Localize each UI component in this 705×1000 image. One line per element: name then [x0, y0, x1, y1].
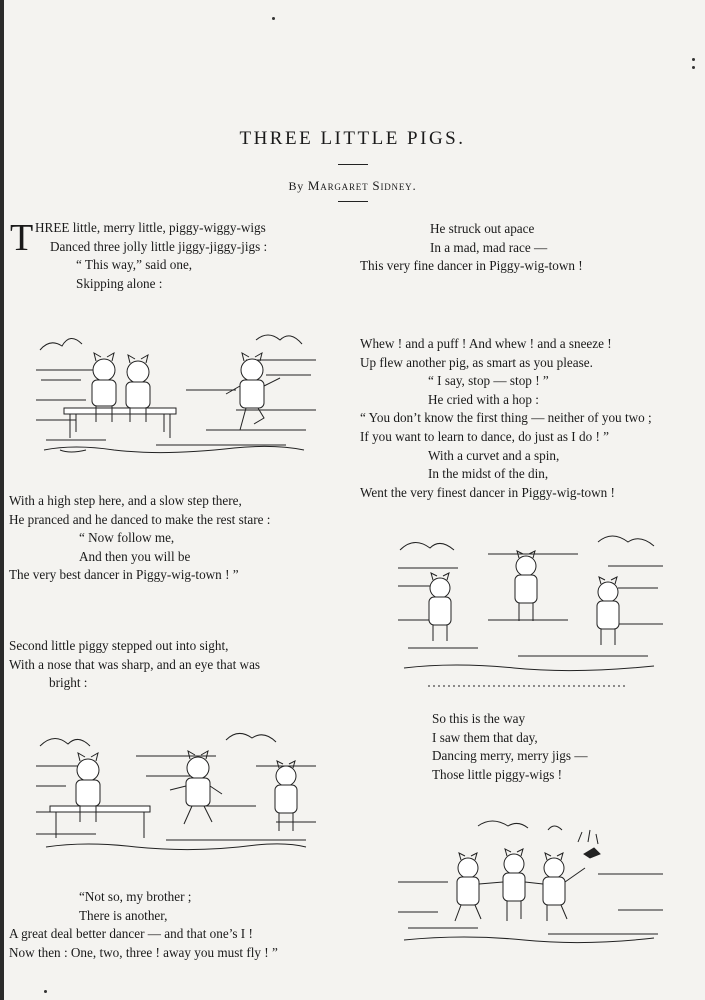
poem-line: A great deal better dancer — and that one’s I !: [9, 926, 253, 942]
byline: [0, 178, 705, 194]
poem-line: Skipping alone :: [76, 275, 163, 291]
right-stanza-3: [432, 710, 588, 784]
poem-line: Went the very finest dancer in Piggy-wig-town !: [360, 484, 615, 500]
poem-line: “ This way,” said one,: [76, 257, 193, 273]
poem-line: bright :: [49, 675, 88, 691]
left-stanza-4: [9, 888, 278, 962]
poem-title: THREE LITTLE PIGS.: [239, 128, 466, 149]
poem-line: The very best dancer in Piggy-wig-town ! ”: [9, 567, 239, 583]
poem-line: He cried with a hop :: [428, 391, 539, 407]
poem-line: With a high step here, and a slow step there,: [9, 493, 242, 508]
poem-line: “Not so, my brother ;: [79, 889, 192, 904]
page-binding-edge: [0, 0, 4, 1000]
byline-rule: [338, 201, 368, 202]
drop-cap: T: [10, 217, 34, 259]
poem-line: Dancing merry, merry jigs —: [432, 748, 588, 764]
poem-line: Now then : One, two, three ! away you must fly ! ”: [9, 944, 278, 960]
poem-line: “ I say, stop — stop ! ”: [428, 373, 549, 389]
left-stanza-3: [9, 637, 260, 693]
left-stanza-1: [35, 219, 267, 293]
poem-line: Up flew another pig, as smart as you please.: [360, 354, 593, 370]
right-stanza-1: [360, 220, 583, 276]
poem-line: I saw them that day,: [432, 729, 538, 745]
print-speck: [272, 17, 275, 20]
poem-line: And then you will be: [79, 548, 191, 564]
poem-line: He struck out apace: [430, 221, 535, 236]
poem-line: Whew ! and a puff ! And whew ! and a sneeze !: [360, 336, 612, 351]
poem-line: HREE little, merry little, piggy-wiggy-wigs: [35, 220, 266, 235]
poem-line: In a mad, mad race —: [430, 239, 548, 255]
illustration-pigs-holding-hands: [398, 812, 663, 952]
poem-line: Second little piggy stepped out into sight,: [9, 638, 229, 653]
poem-line: If you want to learn to dance, do just as I do ! ”: [360, 428, 610, 444]
poem-line: With a nose that was sharp, and an eye that was: [9, 656, 261, 672]
poem-line: Danced three jolly little jiggy-jiggy-jigs :: [50, 238, 268, 254]
print-speck: [692, 58, 695, 61]
poem-line: This very fine dancer in Piggy-wig-town !: [360, 258, 583, 274]
poem-line: “ Now follow me,: [79, 530, 175, 546]
left-stanza-2: [9, 492, 270, 585]
print-speck: [44, 990, 47, 993]
poem-line: There is another,: [79, 907, 168, 923]
poem-line: He pranced and he danced to make the rest stare :: [9, 511, 271, 527]
poem-line: So this is the way: [432, 711, 526, 726]
poem-line: With a curvet and a spin,: [428, 447, 560, 463]
print-speck: [692, 66, 695, 69]
byline-author: Margaret Sidney.: [307, 178, 417, 193]
byline-prefix: By: [288, 179, 305, 193]
poem-line: In the midst of the din,: [428, 466, 549, 482]
poem-line: “ You don’t know the first thing — neither of you two ;: [360, 410, 652, 426]
right-stanza-2: [360, 335, 652, 502]
title-rule: [338, 164, 368, 165]
illustration-three-pigs-dancing: [398, 528, 663, 693]
poem-line: Those little piggy-wigs !: [432, 766, 563, 782]
illustration-second-pig-dancing: [36, 722, 316, 862]
illustration-pigs-on-bench: [36, 320, 316, 465]
